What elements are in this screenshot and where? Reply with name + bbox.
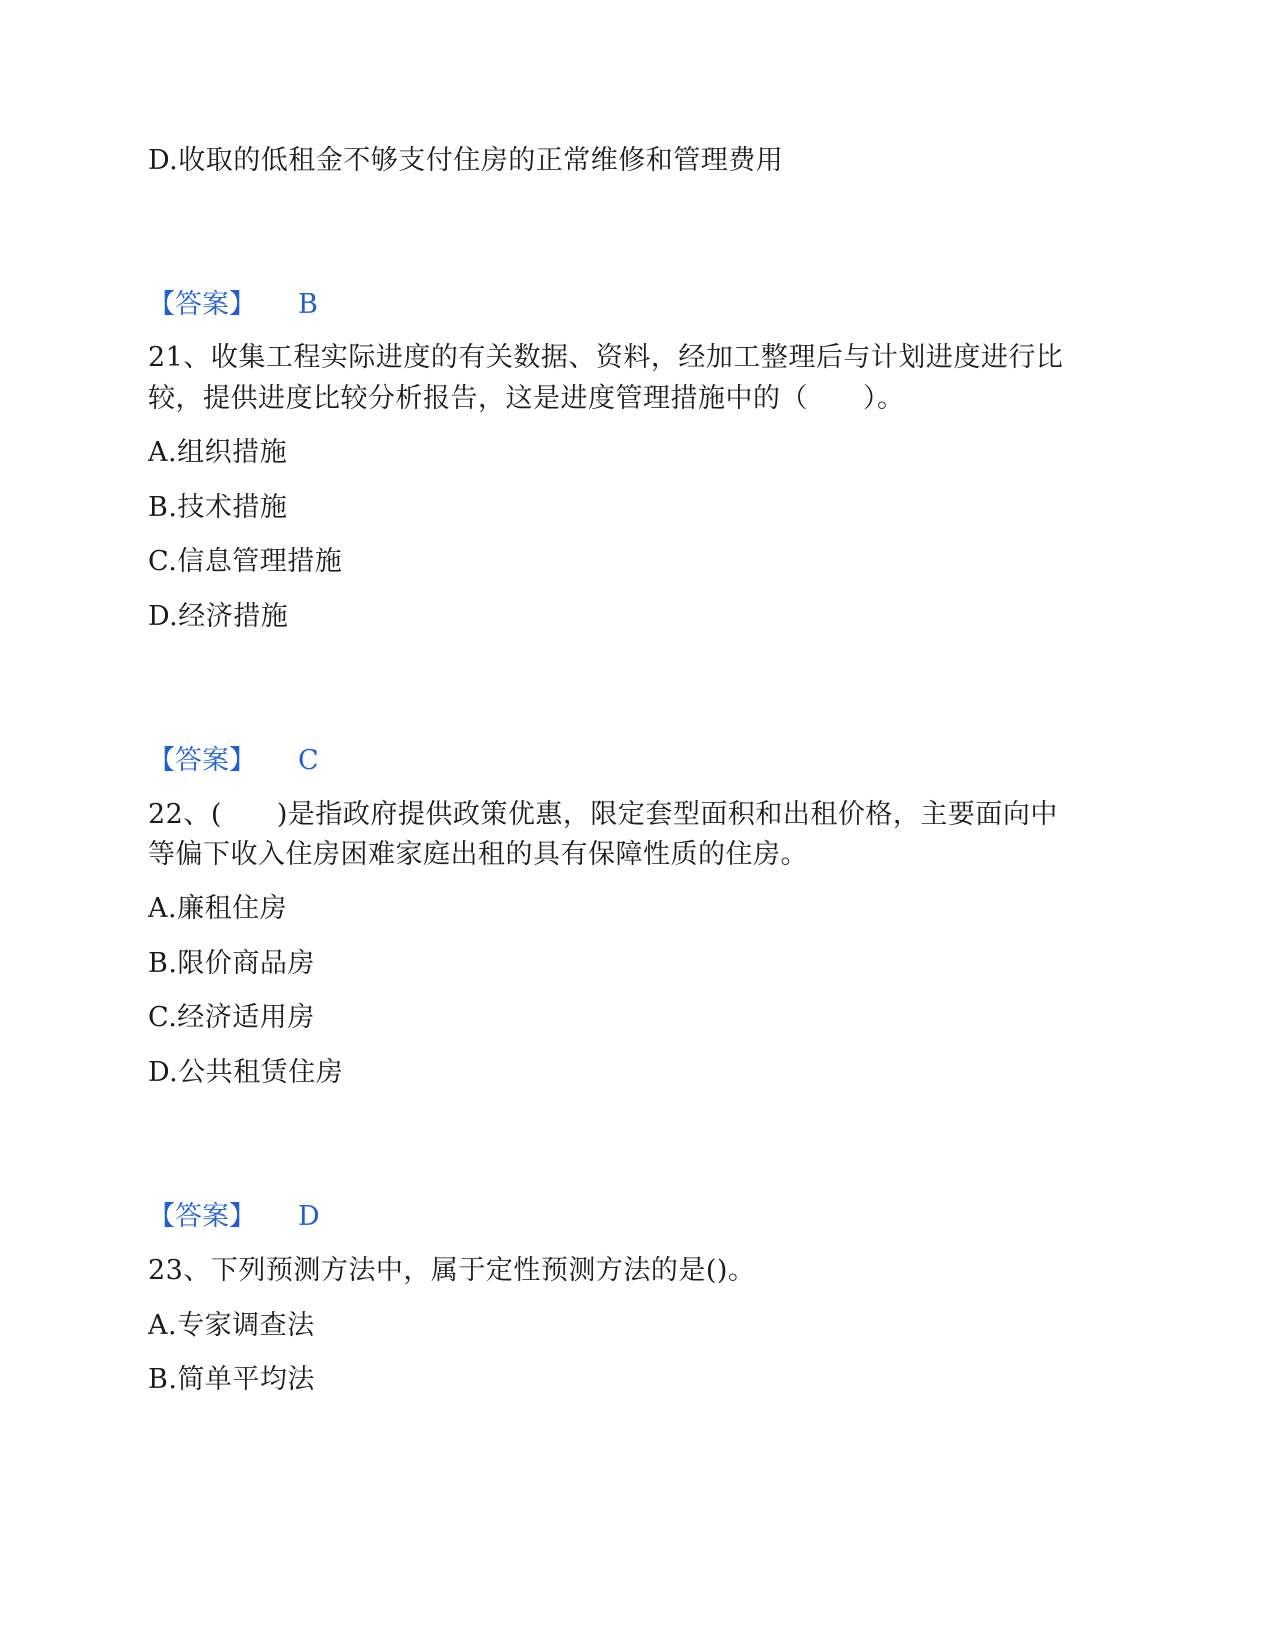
- answer-value: B: [298, 289, 318, 320]
- prev-option-d: D.收取的低租金不够支付住房的正常维修和管理费用: [148, 145, 784, 176]
- question-22-option-c: C.经济适用房: [148, 1002, 315, 1033]
- question-21-option-d: D.经济措施: [148, 601, 289, 632]
- question-21-option-c: C.信息管理措施: [148, 546, 343, 577]
- answer-label: 【答案】: [148, 1201, 256, 1232]
- question-21-option-a: A.组织措施: [148, 437, 288, 468]
- answer-row-22: [148, 1200, 320, 1234]
- question-22-option-d: D.公共租赁住房: [148, 1057, 344, 1088]
- question-23-stem-line1: 23、下列预测方法中，属于定性预测方法的是()。: [148, 1255, 756, 1286]
- question-23-option-b: B.简单平均法: [148, 1364, 315, 1395]
- question-21-stem-line2: 较，提供进度比较分析报告，这是进度管理措施中的（ ）。: [148, 383, 905, 414]
- question-22-stem-line1: 22、( )是指政府提供政策优惠，限定套型面积和出租价格，主要面向中: [148, 799, 1058, 830]
- answer-label: 【答案】: [148, 745, 256, 776]
- question-21-stem-line1: 21、收集工程实际进度的有关数据、资料，经加工整理后与计划进度进行比: [148, 342, 1064, 373]
- answer-value: C: [298, 745, 319, 776]
- answer-row-21: [148, 744, 319, 778]
- answer-value: D: [298, 1201, 320, 1232]
- question-23-option-a: A.专家调查法: [148, 1310, 315, 1341]
- answer-label: 【答案】: [148, 289, 256, 320]
- question-22-stem-line2: 等偏下收入住房困难家庭出租的具有保障性质的住房。: [148, 839, 808, 870]
- question-21-option-b: B.技术措施: [148, 492, 288, 523]
- question-22-option-b: B.限价商品房: [148, 948, 315, 979]
- answer-row-20: [148, 288, 318, 322]
- question-22-option-a: A.廉租住房: [148, 893, 288, 924]
